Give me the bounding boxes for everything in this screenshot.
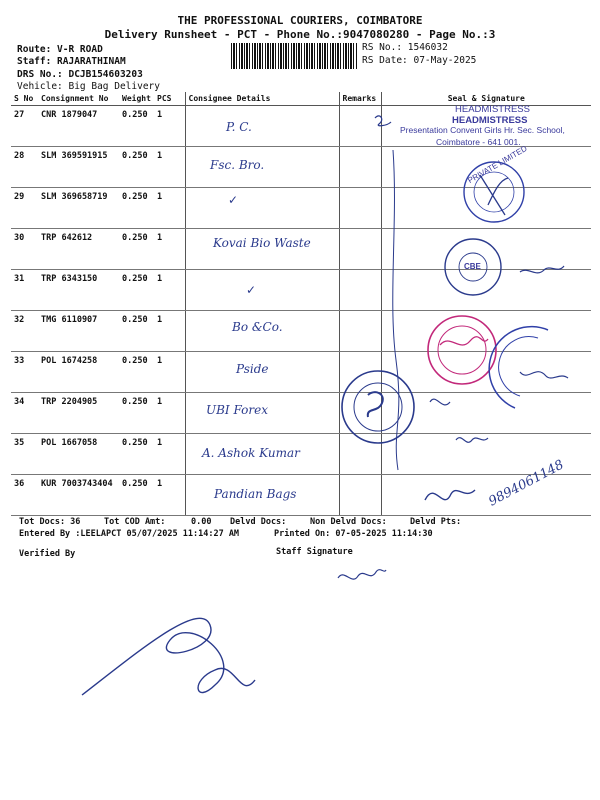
row-sno: 34 bbox=[11, 393, 38, 434]
row-weight: 0.250 bbox=[119, 352, 154, 393]
row-weight: 0.250 bbox=[119, 434, 154, 475]
stamp-school-city: Coimbatore - 641 001. bbox=[436, 137, 521, 147]
handwritten-detail: ✓ bbox=[246, 283, 257, 297]
stamp-private-limited: PRIVATE LIMITED bbox=[466, 143, 529, 186]
row-pcs: 1 bbox=[154, 106, 185, 147]
col-details: Consignee Details bbox=[185, 92, 339, 106]
row-sno: 33 bbox=[11, 352, 38, 393]
signature-mark bbox=[456, 438, 488, 443]
handwritten-detail: A. Ashok Kumar bbox=[202, 446, 300, 460]
handwritten-detail: Pandian Bags bbox=[214, 487, 297, 501]
handwritten-detail: UBI Forex bbox=[206, 403, 268, 417]
row-pcs: 1 bbox=[154, 311, 185, 352]
row-sno: 27 bbox=[11, 106, 38, 147]
handwritten-phone: 9894061148 bbox=[486, 457, 567, 510]
delivered-docs: Delvd Docs: bbox=[230, 517, 287, 527]
row-sno: 32 bbox=[11, 311, 38, 352]
total-cod: Tot COD Amt: 0.00 bbox=[104, 517, 212, 527]
row-weight: 0.250 bbox=[119, 393, 154, 434]
row-sno: 35 bbox=[11, 434, 38, 475]
vehicle: Vehicle: Big Bag Delivery bbox=[17, 81, 160, 92]
row-sno: 36 bbox=[11, 475, 38, 516]
handwritten-detail: ✓ bbox=[228, 193, 239, 207]
col-sno: S No bbox=[11, 92, 38, 106]
signature-mark bbox=[375, 116, 391, 126]
signature-mark bbox=[430, 399, 450, 405]
row-weight: 0.250 bbox=[119, 311, 154, 352]
remarks-stroke bbox=[393, 150, 399, 470]
runsheet-title: Delivery Runsheet - PCT - Phone No.:9047080280 - Page No.:3 bbox=[104, 28, 496, 41]
verifier-signature bbox=[82, 618, 255, 695]
row-consignment: POL 1674258 bbox=[38, 352, 119, 393]
staff-signature-label: Staff Signature bbox=[276, 547, 353, 557]
row-weight: 0.250 bbox=[119, 270, 154, 311]
row-pcs: 1 bbox=[154, 352, 185, 393]
row-sno: 31 bbox=[11, 270, 38, 311]
row-sno: 28 bbox=[11, 147, 38, 188]
staff: Staff: RAJARATHINAM bbox=[17, 56, 126, 67]
col-consignment: Consignment No bbox=[38, 92, 119, 106]
stamp-headmistress: HEADMISTRESS bbox=[452, 115, 528, 126]
route: Route: V-R ROAD bbox=[17, 44, 103, 55]
rs-number: RS No.: 1546032 bbox=[362, 42, 448, 53]
handwritten-detail: Fsc. Bro. bbox=[210, 158, 265, 172]
row-pcs: 1 bbox=[154, 475, 185, 516]
stamp-school: Presentation Convent Girls Hr. Sec. School, bbox=[400, 125, 565, 135]
row-weight: 0.250 bbox=[119, 147, 154, 188]
row-consignment: POL 1667058 bbox=[38, 434, 119, 475]
row-pcs: 1 bbox=[154, 434, 185, 475]
row-consignment: TMG 6110907 bbox=[38, 311, 119, 352]
non-delivered-docs: Non Delvd Docs: bbox=[310, 517, 387, 527]
row-pcs: 1 bbox=[154, 188, 185, 229]
signature-mark bbox=[425, 490, 475, 500]
row-weight: 0.250 bbox=[119, 475, 154, 516]
row-pcs: 1 bbox=[154, 270, 185, 311]
handwritten-detail: Pside bbox=[236, 362, 269, 376]
signature-mark bbox=[520, 266, 564, 273]
staff-signature bbox=[338, 570, 386, 579]
total-docs: Tot Docs: 36 bbox=[19, 517, 81, 527]
row-weight: 0.250 bbox=[119, 106, 154, 147]
handwritten-detail: Kovai Bio Waste bbox=[213, 236, 311, 250]
handwritten-detail: P. C. bbox=[226, 120, 252, 134]
row-pcs: 1 bbox=[154, 147, 185, 188]
row-weight: 0.250 bbox=[119, 229, 154, 270]
delivered-pts: Delvd Pts: bbox=[410, 517, 462, 527]
drs-number: DRS No.: DCJB154603203 bbox=[17, 69, 143, 80]
row-consignment: KUR 7003743404 bbox=[38, 475, 119, 516]
printed-on: Printed On: 07-05-2025 11:14:30 bbox=[274, 529, 433, 539]
company-title: THE PROFESSIONAL COURIERS, COIMBATORE bbox=[177, 14, 423, 27]
handwritten-detail: Bo &Co. bbox=[232, 320, 283, 334]
row-pcs: 1 bbox=[154, 393, 185, 434]
row-consignment: SLM 369658719 bbox=[38, 188, 119, 229]
row-consignment: CNR 1879047 bbox=[38, 106, 119, 147]
stamp-cbe: CBE bbox=[464, 262, 481, 271]
rs-date: RS Date: 07-May-2025 bbox=[362, 55, 477, 66]
row-consignment: SLM 369591915 bbox=[38, 147, 119, 188]
row-sno: 30 bbox=[11, 229, 38, 270]
row-pcs: 1 bbox=[154, 229, 185, 270]
row-sno: 29 bbox=[11, 188, 38, 229]
entered-by: Entered By :LEELAPCT 05/07/2025 11:14:27 AM bbox=[19, 529, 240, 539]
row-consignment: TRP 6343150 bbox=[38, 270, 119, 311]
stamp-headmistress: HEADMISTRESS bbox=[455, 104, 530, 115]
verified-by-label: Verified By bbox=[19, 549, 76, 559]
row-weight: 0.250 bbox=[119, 188, 154, 229]
signature-mark bbox=[520, 372, 568, 378]
col-remarks: Remarks bbox=[339, 92, 381, 106]
col-weight: Weight bbox=[119, 92, 154, 106]
row-consignment: TRP 2204905 bbox=[38, 393, 119, 434]
col-pcs: PCS bbox=[154, 92, 185, 106]
col-seal: Seal & Signature bbox=[381, 92, 591, 106]
row-consignment: TRP 642612 bbox=[38, 229, 119, 270]
